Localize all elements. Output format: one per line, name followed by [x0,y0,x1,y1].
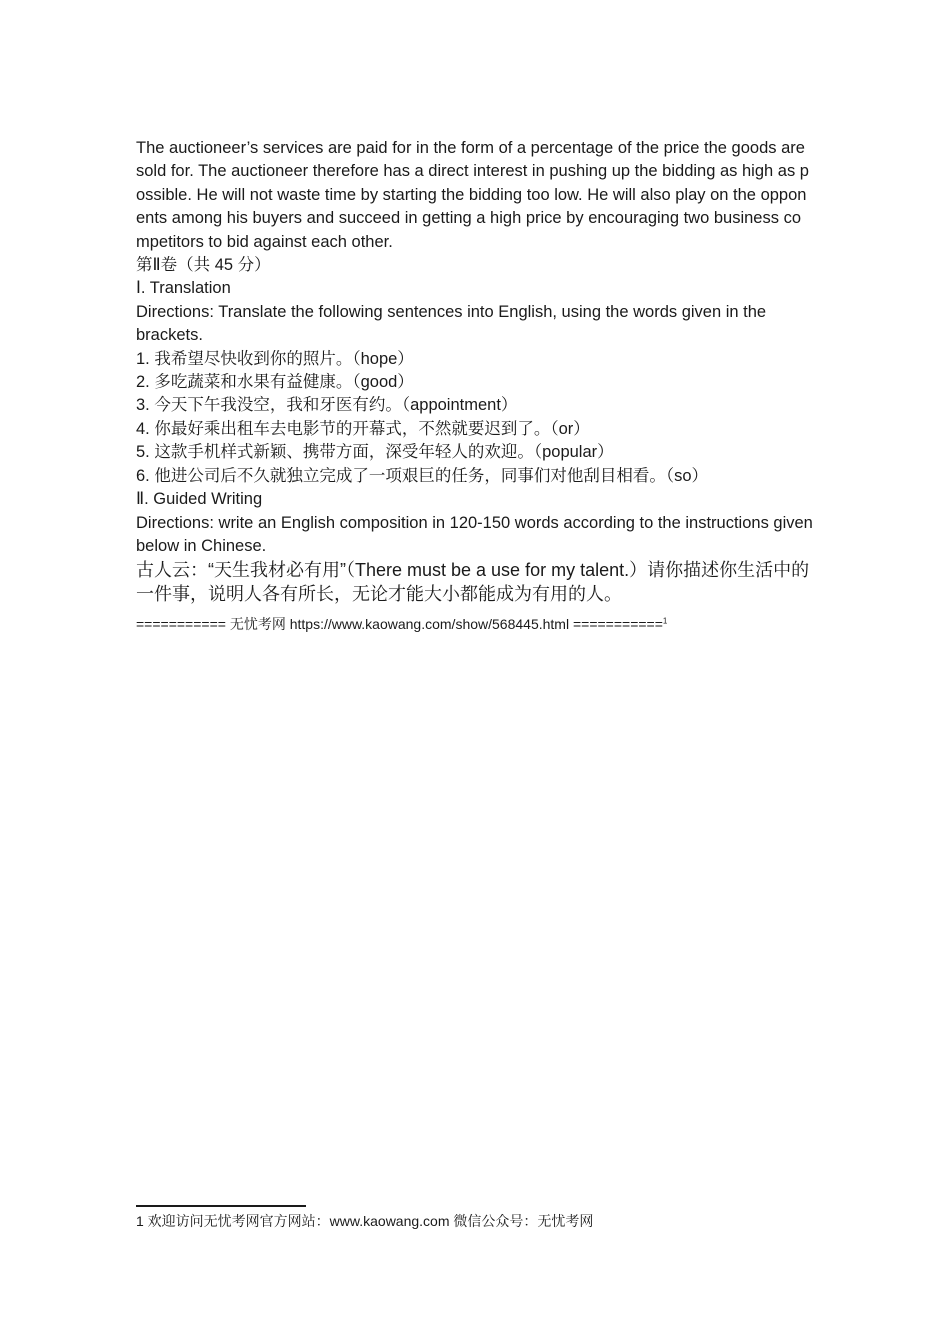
translation-item-6: 6. 他进公司后不久就独立完成了一项艰巨的任务，同事们对他刮目相看。（so） [136,466,709,485]
translation-item-2: 2. 多吃蔬菜和水果有益健康。（good） [136,373,414,392]
page-content [136,137,814,634]
source-text: =========== 无忧考网 https://www.kaowang.com/show/568445.html =========== [136,616,663,633]
reading-passage: The auctioneer’s services are paid for in the form of a percentage of the price the goods are sold for. The auctioneer therefore has a direct interest in pushing up the bidding as high as possible. He will not waste time by starting the bidding too low. He will also play on the opponents among his buyers and succeed in getting a high price by encouraging two business competitors to bid against each other. [136,139,809,251]
part-two-heading: 第Ⅱ卷（共 45 分） [136,256,271,275]
translation-item-5: 5. 这款手机样式新颖、携带方面，深受年轻人的欢迎。（popular） [136,443,614,462]
writing-directions: Directions: write an English composition in 120-150 words according to the instructions given below in Chinese. [136,513,813,555]
footnote: 1 欢迎访问无忧考网官方网站：www.kaowang.com 微信公众号：无忧考网 [136,1213,594,1229]
translation-item-3: 3. 今天下午我没空，我和牙医有约。（appointment） [136,396,518,415]
source-line [136,614,814,634]
footnote-reference: 1 [662,616,668,626]
writing-heading: Ⅱ. Guided Writing [136,490,263,509]
translation-heading: Ⅰ. Translation [136,279,231,298]
translation-item-1: 1. 我希望尽快收到你的照片。（hope） [136,349,414,368]
footnote-divider [136,1205,306,1207]
translation-directions: Directions: Translate the following sentences into English, using the words given in the brackets. [136,302,767,345]
writing-prompt: 古人云：“天生我材必有用”（There must be a use for my talent.）请你描述你生活中的一件事，说明人各有所长，无论才能大小都能成为有用的人。 [136,560,810,605]
translation-item-4: 4. 你最好乘出租车去电影节的开幕式，不然就要迟到了。（or） [136,419,590,438]
